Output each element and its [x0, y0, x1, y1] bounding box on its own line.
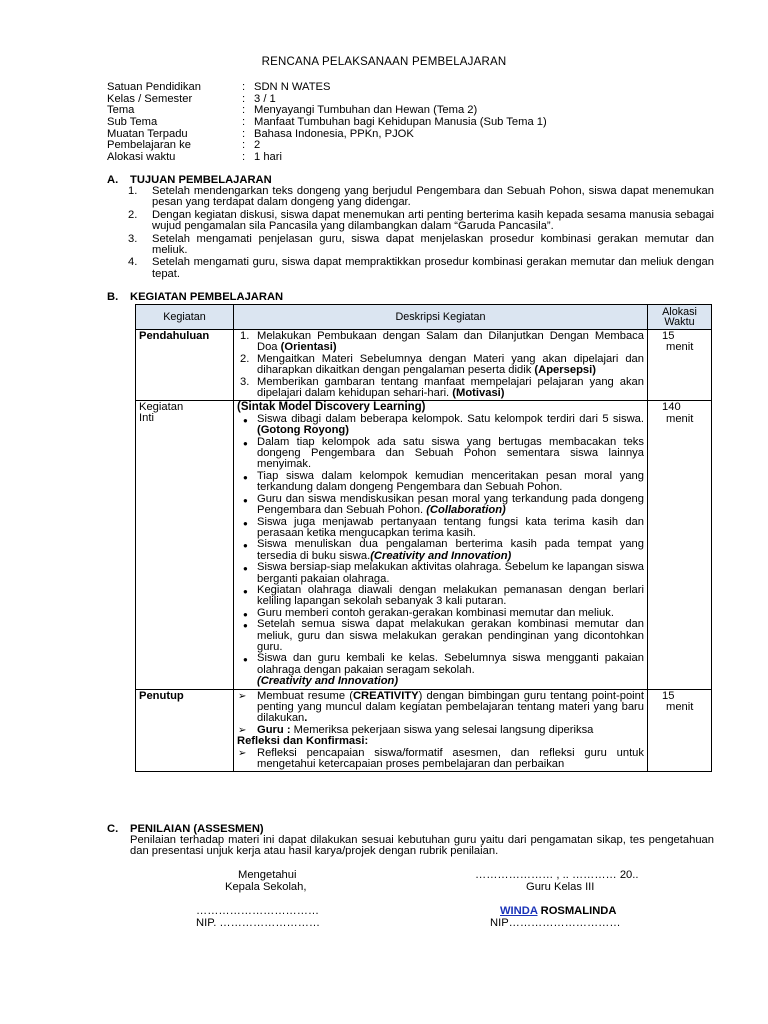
sintak-heading: (Sintak Model Discovery Learning): [237, 401, 426, 414]
list-item: ● Siswa bersiap-siap melakukan aktivitas olahraga. Sebelum ke lapangan siswa berganti pakaian olahraga.: [243, 561, 644, 585]
tujuan-list: [128, 186, 714, 281]
table-row-pendahuluan: [136, 330, 712, 401]
bullet-icon: ●: [243, 621, 248, 631]
closing-tag: (Creativity and Innovation): [257, 675, 399, 688]
info-label: Satuan Pendidikan: [107, 81, 201, 93]
table-row-inti: [136, 401, 712, 689]
deskripsi-cell: [234, 689, 648, 772]
bullet-icon: ●: [243, 518, 248, 528]
bullet-icon: ●: [243, 472, 248, 482]
list-item: 2. Dengan kegiatan diskusi, siswa dapat menemukan arti penting berterima kasih kepada sesama manusia sebagai wujud pengamalan sila Pancasila yang dilambangkan dalam “Garuda Pancasila”.: [128, 208, 714, 233]
bullet-icon: ●: [243, 655, 248, 665]
list-item: 1. Setelah mendengarkan teks dongeng yang berjudul Pengembara dan Sebuah Pohon, siswa dapat menemukan pesan yang terdapat dalam dongeng yang didengar.: [128, 185, 714, 209]
col-header-deskripsi: Deskripsi Kegiatan: [234, 305, 648, 330]
alokasi-cell: 15 menit: [648, 689, 712, 772]
guru-nip: NIP…………………………: [490, 917, 621, 929]
bullet-icon: ●: [243, 495, 248, 505]
kepala-name-line: ……………………………: [196, 905, 320, 917]
list-item: ● Dalam tiap kelompok ada satu siswa yang bertugas membacakan teks dongeng Pengembara dan Sebuah Pohon sementara siswa lainnya menyimak.: [243, 435, 644, 471]
info-label: Sub Tema: [107, 116, 158, 129]
info-value: Bahasa Indonesia, PPKn, PJOK: [254, 127, 414, 140]
info-row: Pembelajaran ke : 2: [107, 139, 261, 152]
section-b-heading: B. KEGIATAN PEMBELAJARAN: [107, 291, 284, 303]
list-item: ● Tiap siswa dalam kelompok kemudian menceritakan pesan moral yang terkandung dalam dongeng Pengembara dan Sebuah Pohon.: [243, 469, 644, 494]
date-line: ………………… , .. ………… 20..: [475, 869, 639, 881]
info-row: Satuan Pendidikan : SDN N WATES: [107, 81, 331, 93]
refleksi-heading: Refleksi dan Konfirmasi:: [237, 735, 369, 748]
table-header-row: [136, 305, 712, 330]
info-value: Menyayangi Tumbuhan dan Hewan (Tema 2): [254, 104, 478, 117]
info-value: 2: [254, 139, 261, 152]
guru-name: WINDA ROSMALINDA: [500, 905, 617, 917]
bullet-icon: ●: [243, 609, 248, 619]
alokasi-cell: 140 menit: [648, 401, 712, 689]
bullet-icon: ●: [243, 415, 248, 425]
arrow-bullet-icon: ➢: [238, 747, 247, 759]
list-item: 1. Melakukan Pembukaan dengan Salam dan Dilanjutkan Dengan Membaca Doa (Orientasi): [240, 330, 644, 354]
kegiatan-table: [135, 304, 712, 772]
list-item: 2. Mengaitkan Materi Sebelumnya dengan Materi yang akan dipelajari dan diharapkan dikaitkan dengan pengalaman peserta didik (Apersepsi): [240, 352, 644, 377]
penilaian-text: Penilaian terhadap materi ini dapat dilakukan sesuai kebutuhan guru yaitu dari pengamatan sikap, tes pengetahuan dan presentasi unjuk kerja atau hasil karya/projek dengan rubrik penilaian.: [130, 834, 714, 858]
bullet-icon: ●: [243, 438, 248, 448]
list-item: ● Siswa juga menjawab pertanyaan tentang fungsi kata terima kasih dan perasaan ketika mengucapkan terima kasih.: [243, 515, 644, 539]
info-label: Alokasi waktu: [107, 151, 176, 164]
info-value: 1 hari: [254, 151, 282, 164]
list-item: 3. Memberikan gambaran tentang manfaat mempelajari pelajaran yang akan dipelajari dalam kehidupan sehari-hari. (Motivasi): [240, 375, 644, 400]
kepala-sekolah-label: Kepala Sekolah,: [225, 881, 307, 893]
arrow-bullet-icon: ➢: [238, 724, 247, 736]
info-row: Alokasi waktu : 1 hari: [107, 151, 282, 164]
info-row: Sub Tema : Manfaat Tumbuhan bagi Kehidupan Manusia (Sub Tema 1): [107, 116, 547, 129]
guru-kelas-label: Guru Kelas III: [526, 881, 595, 893]
bullet-icon: ●: [243, 586, 248, 596]
info-row: Kelas / Semester : 3 / 1: [107, 92, 276, 105]
info-value: Manfaat Tumbuhan bagi Kehidupan Manusia (Sub Tema 1): [254, 116, 547, 129]
info-label: Pembelajaran ke: [107, 139, 191, 152]
identity-block: [107, 82, 547, 164]
document-title: RENCANA PELAKSANAAN PEMBELAJARAN: [261, 56, 507, 68]
info-value: SDN N WATES: [254, 81, 331, 93]
info-row: Tema : Menyayangi Tumbuhan dan Hewan (Tema 2): [107, 104, 478, 117]
row-label: Kegiatan Inti: [136, 401, 234, 689]
list-item: 3. Setelah mengamati penjelasan guru, siswa dapat menjelaskan prosedur kombinasi gerakan memutar dan meliuk.: [128, 232, 714, 257]
list-item: ● Setelah semua siswa dapat melakukan gerakan kombinasi memutar dan meliuk, guru dan siswa melakukan gerakan pendinginan yang dicontohkan guru.: [243, 618, 644, 653]
arrow-bullet-icon: ➢: [238, 690, 247, 702]
list-item: ● Siswa dibagi dalam beberapa kelompok. Satu kelompok terdiri dari 5 siswa. (Gotong Royong): [243, 412, 644, 437]
list-item: ● Guru memberi contoh gerakan-gerakan kombinasi memutar dan meliuk.: [243, 606, 614, 619]
list-item: ● Siswa menuliskan dua pengalaman berterima kasih pada tempat yang tersedia di buku siswa.(Creativity and Innovation): [243, 538, 644, 562]
list-item: ● Guru dan siswa mendiskusikan pesan moral yang terkandung pada dongeng Pengembara dan Sebuah Pohon. (Collaboration): [243, 492, 644, 517]
list-item: ● Kegiatan olahraga diawali dengan melakukan pemanasan dengan berlari keliling lapangan sekolah sebanyak 3 kali putaran.: [243, 583, 644, 608]
row-label: Penutup: [136, 689, 234, 772]
info-label: Muatan Terpadu: [107, 127, 188, 140]
info-label: Tema: [107, 104, 135, 117]
table-row-penutup: [136, 689, 712, 772]
list-item: ➢ Membuat resume (CREATIVITY) dengan bimbingan guru tentang point-point penting yang muncul dalam kegiatan pembelajaran tentang materi yang baru dilakukan.: [238, 689, 644, 725]
deskripsi-cell: [234, 330, 648, 401]
col-header-kegiatan: Kegiatan: [136, 305, 234, 330]
bullet-icon: ●: [243, 564, 248, 574]
kepala-nip: NIP. ………………………: [196, 917, 321, 929]
section-a-heading: A. TUJUAN PEMBELAJARAN: [107, 174, 272, 186]
deskripsi-cell: [234, 401, 648, 689]
section-c-heading: C. PENILAIAN (ASSESMEN): [107, 823, 264, 835]
alokasi-cell: 15 menit: [648, 330, 712, 401]
list-item: ● Siswa dan guru kembali ke kelas. Sebelumnya siswa mengganti pakaian olahraga dengan pakaian seragam sekolah.: [243, 652, 644, 676]
bullet-icon: ●: [243, 541, 248, 551]
col-header-alokasi: Alokasi Waktu: [648, 305, 712, 330]
mengetahui-label: Mengetahui: [238, 869, 297, 881]
row-label: Pendahuluan: [136, 330, 234, 401]
list-item: 4. Setelah mengamati guru, siswa dapat mempraktikkan prosedur kombinasi gerakan memutar dan meliuk dengan tepat.: [128, 256, 714, 280]
list-item: ➢ Guru : Memeriksa pekerjaan siswa yang selesai langsung diperiksa: [238, 723, 594, 736]
list-item: ➢ Refleksi pencapaian siswa/formatif asesmen, dan refleksi guru untuk mengetahui ketercapaian proses pembelajaran dan perbaikan: [238, 746, 644, 771]
info-value: 3 / 1: [254, 92, 276, 105]
info-label: Kelas / Semester: [107, 92, 193, 105]
info-row: Muatan Terpadu : Bahasa Indonesia, PPKn, PJOK: [107, 127, 414, 140]
